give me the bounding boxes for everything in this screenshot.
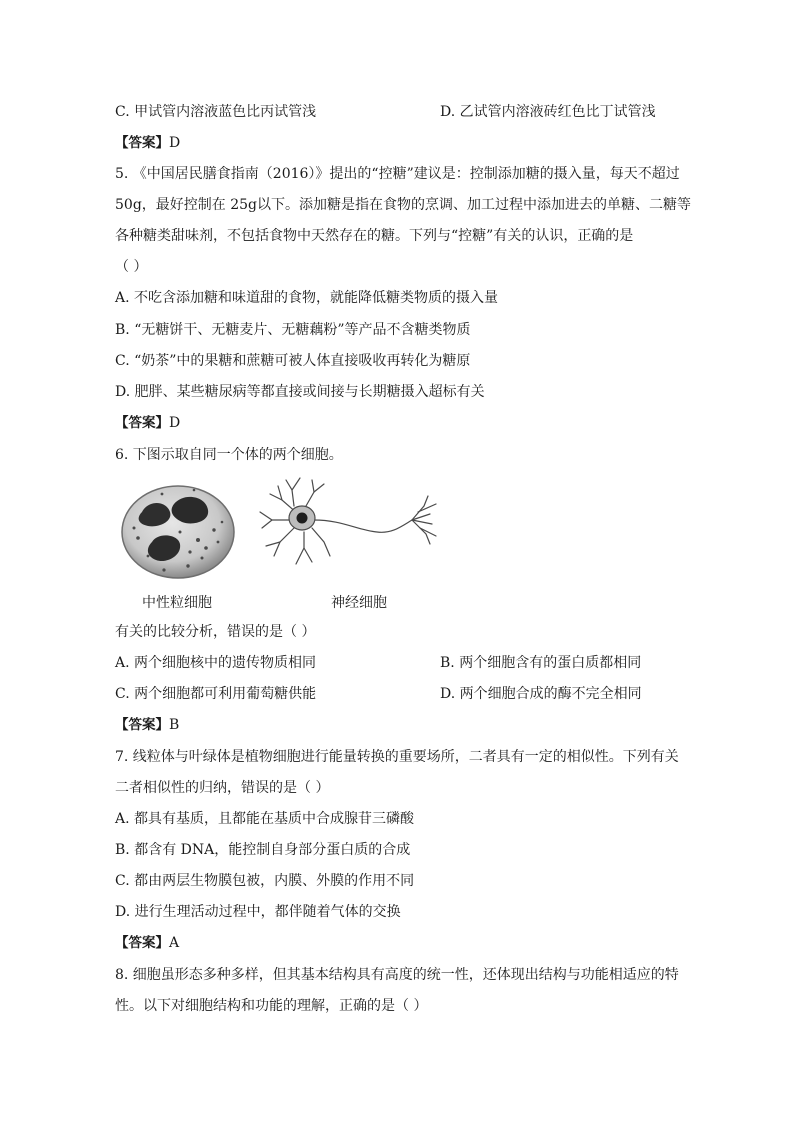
q7-option-c: C. 都由两层生物膜包被，内膜、外膜的作用不同 <box>115 873 415 889</box>
answer-value: A <box>169 935 180 951</box>
q4-option-d: D. 乙试管内溶液砖红色比丁试管浅 <box>440 104 656 120</box>
answer-value: B <box>169 717 180 733</box>
q7-option-a: A. 都具有基质，且都能在基质中合成腺苷三磷酸 <box>115 811 415 827</box>
answer-value: D <box>169 135 181 151</box>
answer-label: 【答案】 <box>115 935 169 951</box>
q5-stem-line-3: 各种糖类甜味剂，不包括食物中天然存在的糖。下列与“控糖”有关的认识，正确的是 <box>115 228 634 244</box>
q7-option-b: B. 都含有 DNA，能控制自身部分蛋白质的合成 <box>115 842 411 858</box>
q4-answer <box>115 133 180 153</box>
answer-value: D <box>169 415 181 431</box>
q7-answer <box>115 933 179 953</box>
answer-label: 【答案】 <box>115 135 169 151</box>
neuron-cell-image <box>252 472 442 572</box>
q8-stem-line-2: 性。以下对细胞结构和功能的理解，正确的是（ ） <box>115 998 428 1014</box>
answer-label: 【答案】 <box>115 717 169 733</box>
q7-stem-line-2: 二者相似性的归纳，错误的是（ ） <box>115 780 330 796</box>
q5-stem-line-4: （ ） <box>115 259 148 275</box>
neutrophil-caption: 中性粒细胞 <box>142 595 212 611</box>
q5-answer <box>115 413 180 433</box>
q5-option-b: B. “无糖饼干、无糖麦片、无糖藕粉”等产品不含糖类物质 <box>115 322 471 338</box>
q7-stem-line-1: 7. 线粒体与叶绿体是植物细胞进行能量转换的重要场所，二者具有一定的相似性。下列有关 <box>115 749 679 765</box>
neutrophil-cell-image <box>118 482 238 582</box>
q8-stem-line-1: 8. 细胞虽形态多种多样，但其基本结构具有高度的统一性，还体现出结构与功能相适应的特 <box>115 967 679 983</box>
q7-option-d: D. 进行生理活动过程中，都伴随着气体的交换 <box>115 904 401 920</box>
q5-option-a: A. 不吃含添加糖和味道甜的食物，就能降低糖类物质的摄入量 <box>115 290 499 306</box>
q5-stem-line-1: 5. 《中国居民膳食指南（2016）》提出的“控糖”建议是：控制添加糖的摄入量，每天不超过 <box>115 166 680 182</box>
q6-answer <box>115 715 179 735</box>
q6-stem: 6. 下图示取自同一个体的两个细胞。 <box>115 447 343 463</box>
q5-option-d: D. 肥胖、某些糖尿病等都直接或间接与长期糖摄入超标有关 <box>115 384 485 400</box>
q5-stem-line-2: 50g，最好控制在 25g以下。添加糖是指在食物的烹调、加工过程中添加进去的单糖、二糖等 <box>115 197 692 213</box>
q6-option-b: B. 两个细胞含有的蛋白质都相同 <box>440 655 642 671</box>
q4-option-c: C. 甲试管内溶液蓝色比丙试管浅 <box>115 104 317 120</box>
answer-label: 【答案】 <box>115 415 169 431</box>
q6-option-a: A. 两个细胞核中的遗传物质相同 <box>115 655 317 671</box>
neuron-caption: 神经细胞 <box>331 595 387 611</box>
q6-option-c: C. 两个细胞都可利用葡萄糖供能 <box>115 686 317 702</box>
q6-option-d: D. 两个细胞合成的酶不完全相同 <box>440 686 642 702</box>
q6-stem-line-2: 有关的比较分析，错误的是（ ） <box>115 624 316 640</box>
q5-option-c: C. “奶茶”中的果糖和蔗糖可被人体直接吸收再转化为糖原 <box>115 353 471 369</box>
